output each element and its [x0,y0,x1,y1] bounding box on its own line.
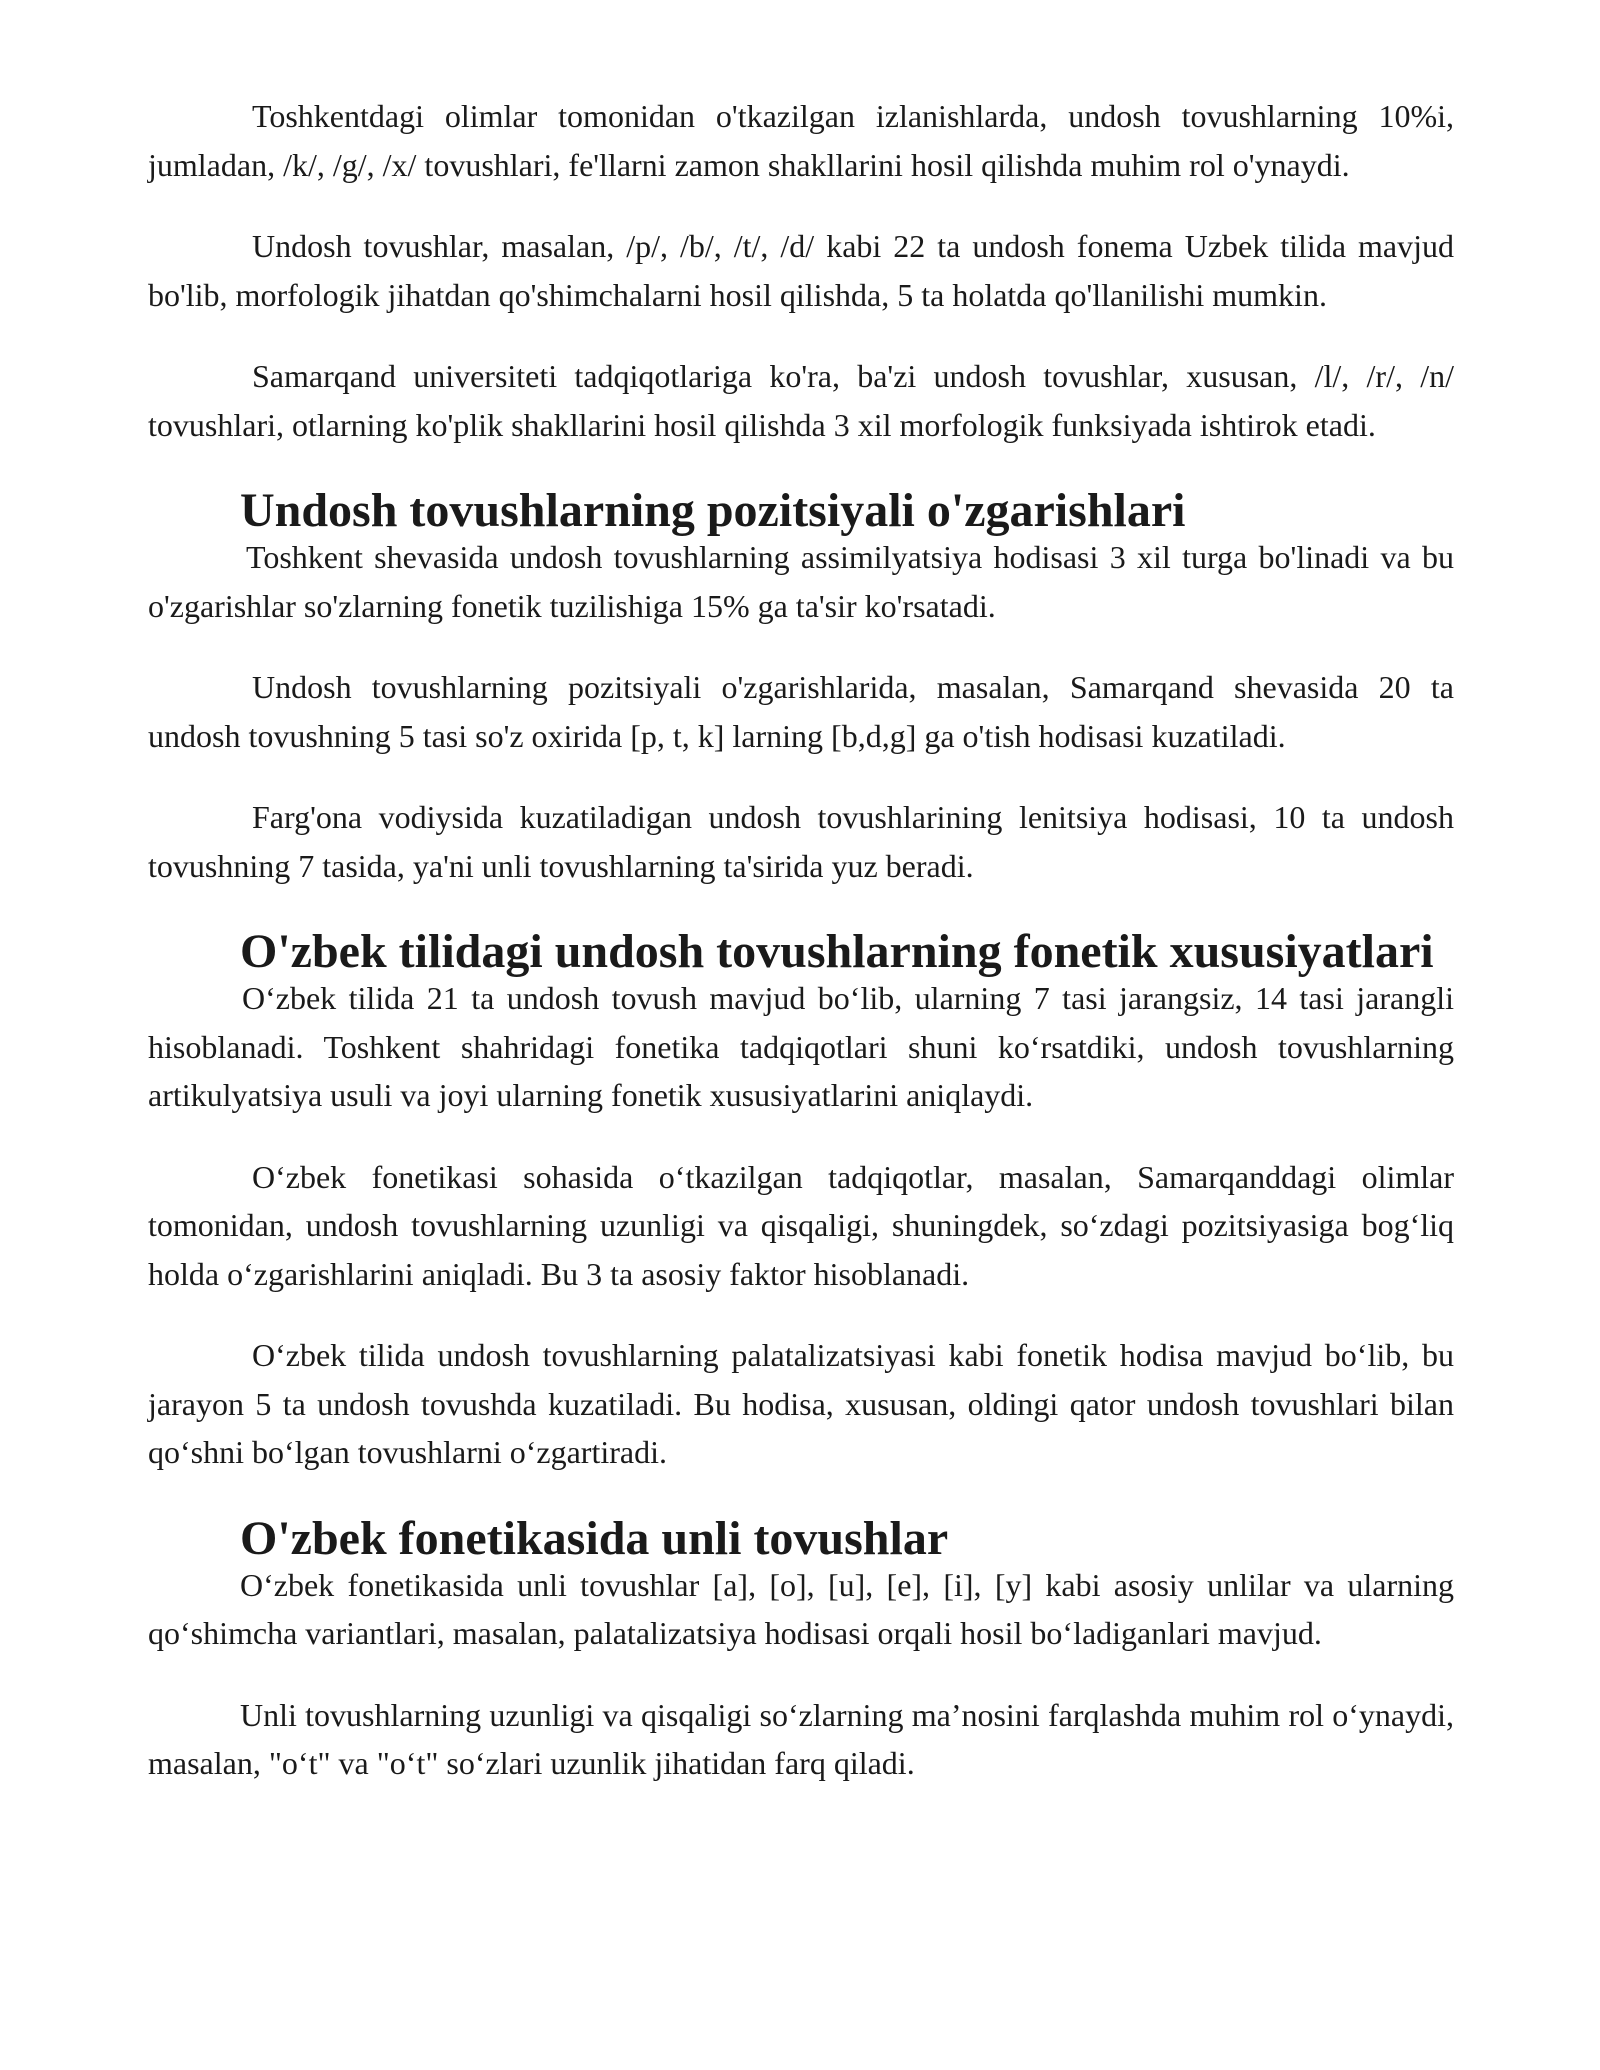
paragraph-2: Undosh tovushlar, masalan, /p/, /b/, /t/, /d/ kabi 22 ta undosh fonema Uzbek tilida mavjud bo'lib, morfologik jihatdan qo'shimchalarni hosil qilishda, 5 ta holatda qo'llanilishi mumkin. [148,228,1454,313]
paragraph-1: Toshkentdagi olimlar tomonidan o'tkazilgan izlanishlarda, undosh tovushlarning 10%i, jumladan, /k/, /g/, /x/ tovushlari, fe'llarni zamon shakllarini hosil qilishda muhim rol o'ynaydi. [148,98,1454,183]
paragraph-10: O‘zbek fonetikasida unli tovushlar [a], [o], [u], [e], [i], [y] kabi asosiy unlilar va ularning qo‘shimcha variantlari, masalan, palatalizatsiya hodisasi orqali hosil bo‘ladiganlari mavjud. [148,1566,1454,1651]
paragraph-4: Toshkent shevasida undosh tovushlarning assimilyatsiya hodisasi 3 xil turga bo'linadi va bu o'zgarishlar so'zlarning fonetik tuzilishiga 15% ga ta'sir ko'rsatadi. [148,539,1454,624]
paragraph-3: Samarqand universiteti tadqiqotlariga ko'ra, ba'zi undosh tovushlar, xususan, /l/, /r/, /n/ tovushlari, otlarning ko'plik shakllarini hosil qilishda 3 xil morfologik funksiyada ishtirok etadi. [148,358,1454,443]
section-heading-3: O'zbek fonetikasida unli tovushlar [240,1511,949,1565]
document-page [148,92,1454,1821]
paragraph-5: Undosh tovushlarning pozitsiyali o'zgarishlarida, masalan, Samarqand shevasida 20 ta undosh tovushning 5 tasi so'z oxirida [p, t, k] larning [b,d,g] ga o'tish hodisasi kuzatiladi. [148,669,1454,754]
paragraph-6: Farg'ona vodiysida kuzatiladigan undosh tovushlarining lenitsiya hodisasi, 10 ta undosh tovushning 7 tasida, ya'ni unli tovushlarning ta'sirida yuz beradi. [148,799,1454,884]
paragraph-11: Unli tovushlarning uzunligi va qisqaligi so‘zlarning ma’nosini farqlashda muhim rol o‘ynaydi, masalan, "o‘t" va "o‘t" so‘zlari uzunlik jihatidan farq qiladi. [148,1696,1454,1781]
paragraph-7: O‘zbek tilida 21 ta undosh tovush mavjud bo‘lib, ularning 7 tasi jarangsiz, 14 tasi jarangli hisoblanadi. Toshkent shahridagi fonetika tadqiqotlari shuni ko‘rsatdiki, undosh tovushlarning artikulyatsiya usuli va joyi ularning fonetik xususiyatlarini aniqlaydi. [148,980,1454,1113]
paragraph-8: O‘zbek fonetikasi sohasida o‘tkazilgan tadqiqotlar, masalan, Samarqanddagi olimlar tomonidan, undosh tovushlarning uzunligi va qisqaligi, shuningdek, so‘zdagi pozitsiyasiga bog‘liq holda o‘zgarishlarini aniqladi. Bu 3 ta asosiy faktor hisoblanadi. [148,1158,1454,1292]
section-heading-1: Undosh tovushlarning pozitsiyali o'zgarishlari [240,484,1186,537]
section-heading-2: O'zbek tilidagi undosh tovushlarning fonetik xususiyatlari [240,925,1434,978]
paragraph-9: O‘zbek tilida undosh tovushlarning palatalizatsiyasi kabi fonetik hodisa mavjud bo‘lib, bu jarayon 5 ta undosh tovushda kuzatiladi. Bu hodisa, xususan, oldingi qator undosh tovushlari bilan qo‘shni bo‘lgan tovushlarni o‘zgartiradi. [148,1337,1454,1470]
